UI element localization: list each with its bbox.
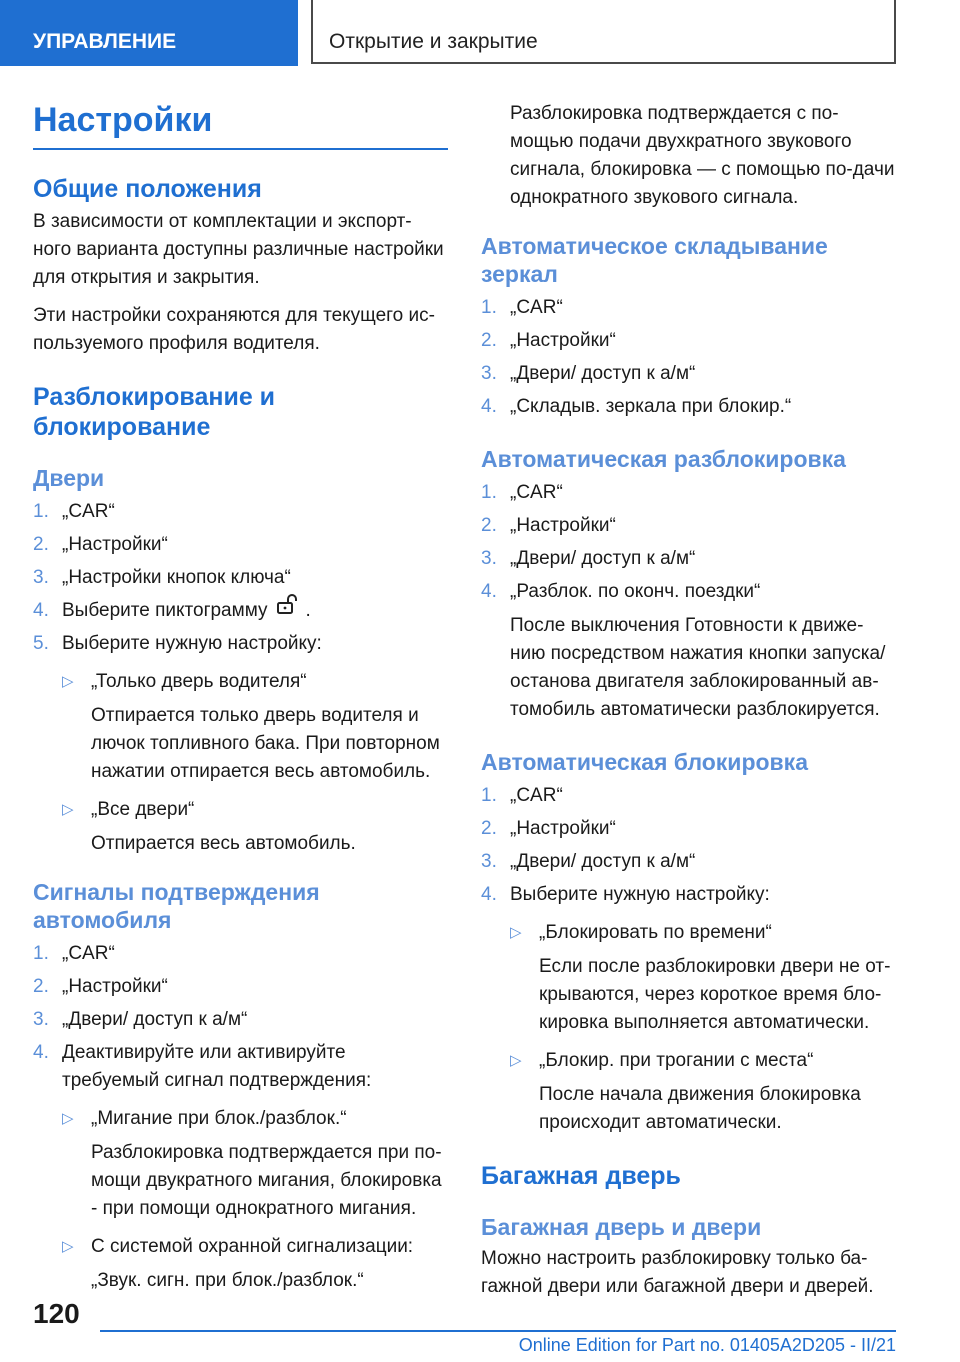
auto-unlock-steps	[481, 479, 896, 724]
option-item: ▷ „Только дверь водителя“	[62, 668, 448, 696]
option-description: Разблокировка подтверждается при по-мощи двукратного мигания, блокировка - при помощи однократного мигания.	[91, 1142, 442, 1219]
page-title: Настройки	[33, 100, 448, 150]
page-number: 120	[33, 1298, 80, 1329]
option-description: „Звук. сигн. при блок./разблок.“	[91, 1270, 364, 1291]
general-paragraph-2: Эти настройки сохраняются для текущего ис-пользуемого профиля водителя.	[33, 305, 435, 354]
list-item: 4. Деактивируйте или активируйте требуемый сигнал подтверждения: ▷ „Мигание при блок./разблок.“ Разблокировка подтверждается при по-мощи двукратного мигания, блокировка - при помощи однократного мигания. ▷ С системой охранной сигнализации: „Звук. сигн. при блок./разблок.“	[33, 1039, 448, 1295]
list-item: 2. „Настройки“	[33, 976, 168, 997]
list-item: 2. „Настройки“	[481, 515, 616, 536]
option-item: ▷ „Мигание при блок./разблок.“	[62, 1105, 448, 1133]
page-header	[0, 0, 960, 66]
list-item: 3. „Двери/ доступ к а/м“	[481, 363, 696, 384]
list-item: 2. „Настройки“	[33, 534, 168, 555]
option-description: Если после разблокировки двери не от-крываются, через короткое время бло-кировка выполняется автоматически.	[539, 956, 891, 1033]
section-tab: УПРАВЛЕНИЕ	[0, 0, 298, 66]
mirrors-steps	[481, 294, 896, 421]
unlocked-padlock-icon	[275, 593, 299, 624]
list-item: 1. „CAR“	[481, 482, 563, 503]
signals-steps	[33, 940, 448, 1295]
left-column	[33, 100, 448, 1295]
list-item: 4. „Разблок. по оконч. поездки“ После выключения Готовности к движе-нию посредством нажатия кнопки запуска/останова двигателя заблокированный ав-томобиль автоматически разблокируется.	[481, 578, 896, 724]
triangle-right-icon: ▷	[62, 801, 74, 818]
signals-heading: Сигналы подтверждения автомобиля	[33, 879, 320, 933]
list-item: 1. „CAR“	[33, 501, 115, 522]
list-item: 4. Выберите нужную настройку: ▷ „Блокировать по времени“ Если после разблокировки двери не от-крываются, через короткое время бло-кировка выполняется автоматически. ▷ „Блокир. при трогании с места“ После начала движения блокировка происходит автоматически.	[481, 881, 896, 1137]
footer-divider	[100, 1330, 896, 1332]
list-item: 1. „CAR“	[481, 785, 563, 806]
tailgate-heading: Багажная дверь	[481, 1162, 681, 1190]
list-item: 3. „Двери/ доступ к а/м“	[481, 548, 696, 569]
auto-lock-heading: Автоматическая блокировка	[481, 749, 808, 775]
option-description: После начала движения блокировка происходит автоматически.	[539, 1084, 861, 1133]
mirrors-heading: Автоматическое складывание зеркал	[481, 233, 828, 287]
option-item: ▷ „Блокировать по времени“	[510, 919, 896, 947]
list-item: 2. „Настройки“	[481, 818, 616, 839]
auto-unlock-note: После выключения Готовности к движе-нию посредством нажатия кнопки запуска/останова двигателя заблокированный ав-томобиль автоматически разблокируется.	[510, 615, 886, 720]
doors-steps	[33, 498, 448, 858]
list-item: 3. „Двери/ доступ к а/м“	[33, 1009, 248, 1030]
option-item: ▷ „Блокир. при трогании с места“	[510, 1047, 896, 1075]
triangle-right-icon: ▷	[510, 924, 522, 941]
tailgate-doors-text: Можно настроить разблокировку только ба-гажной двери или багажной двери и дверей.	[481, 1248, 874, 1297]
list-item: 3. „Двери/ доступ к а/м“	[481, 851, 696, 872]
option-item: ▷ „Все двери“	[62, 796, 448, 824]
list-item: 1. „CAR“	[33, 943, 115, 964]
option-item: ▷ С системой охранной сигнализации:	[62, 1233, 448, 1261]
list-item: 4. „Складыв. зеркала при блокир.“	[481, 396, 792, 417]
triangle-right-icon: ▷	[62, 1238, 74, 1255]
edition-note: Online Edition for Part no. 01405A2D205 - II/21	[518, 1335, 896, 1355]
general-paragraph-1: В зависимости от комплектации и экспорт-ного варианта доступны различные настройки для открытия и закрытия.	[33, 211, 444, 288]
unlock-lock-heading: Разблокирование и блокирование	[33, 383, 276, 441]
list-item: 1. „CAR“	[481, 297, 563, 318]
right-column	[481, 100, 896, 1301]
triangle-right-icon: ▷	[62, 673, 74, 690]
list-item: 2. „Настройки“	[481, 330, 616, 351]
list-item: 4. Выберите пиктограмму .	[33, 597, 448, 625]
triangle-right-icon: ▷	[62, 1110, 74, 1127]
option-description: Отпирается весь автомобиль.	[91, 833, 356, 854]
option-description: Отпирается только дверь водителя и лючок топливного бака. При повторном нажатии отпирается весь автомобиль.	[91, 705, 440, 782]
doors-heading: Двери	[33, 465, 105, 491]
continued-text: Разблокировка подтверждается с по-мощью подачи двухкратного звукового сигнала, блокировка — с помощью по-дачи однократного звукового сигнала.	[510, 103, 895, 208]
list-item: 3. „Настройки кнопок ключа“	[33, 567, 291, 588]
list-item: 5. Выберите нужную настройку: ▷ „Только дверь водителя“ Отпирается только дверь водителя и лючок топливного бака. При повторном нажатии отпирается весь автомобиль. ▷ „Все двери“ Отпирается весь автомобиль.	[33, 630, 448, 858]
general-heading: Общие положения	[33, 175, 262, 203]
auto-unlock-heading: Автоматическая разблокировка	[481, 446, 846, 472]
chapter-tab: Открытие и закрытие	[311, 0, 896, 64]
triangle-right-icon: ▷	[510, 1052, 522, 1069]
auto-lock-steps	[481, 782, 896, 1137]
tailgate-doors-heading: Багажная дверь и двери	[481, 1214, 762, 1240]
